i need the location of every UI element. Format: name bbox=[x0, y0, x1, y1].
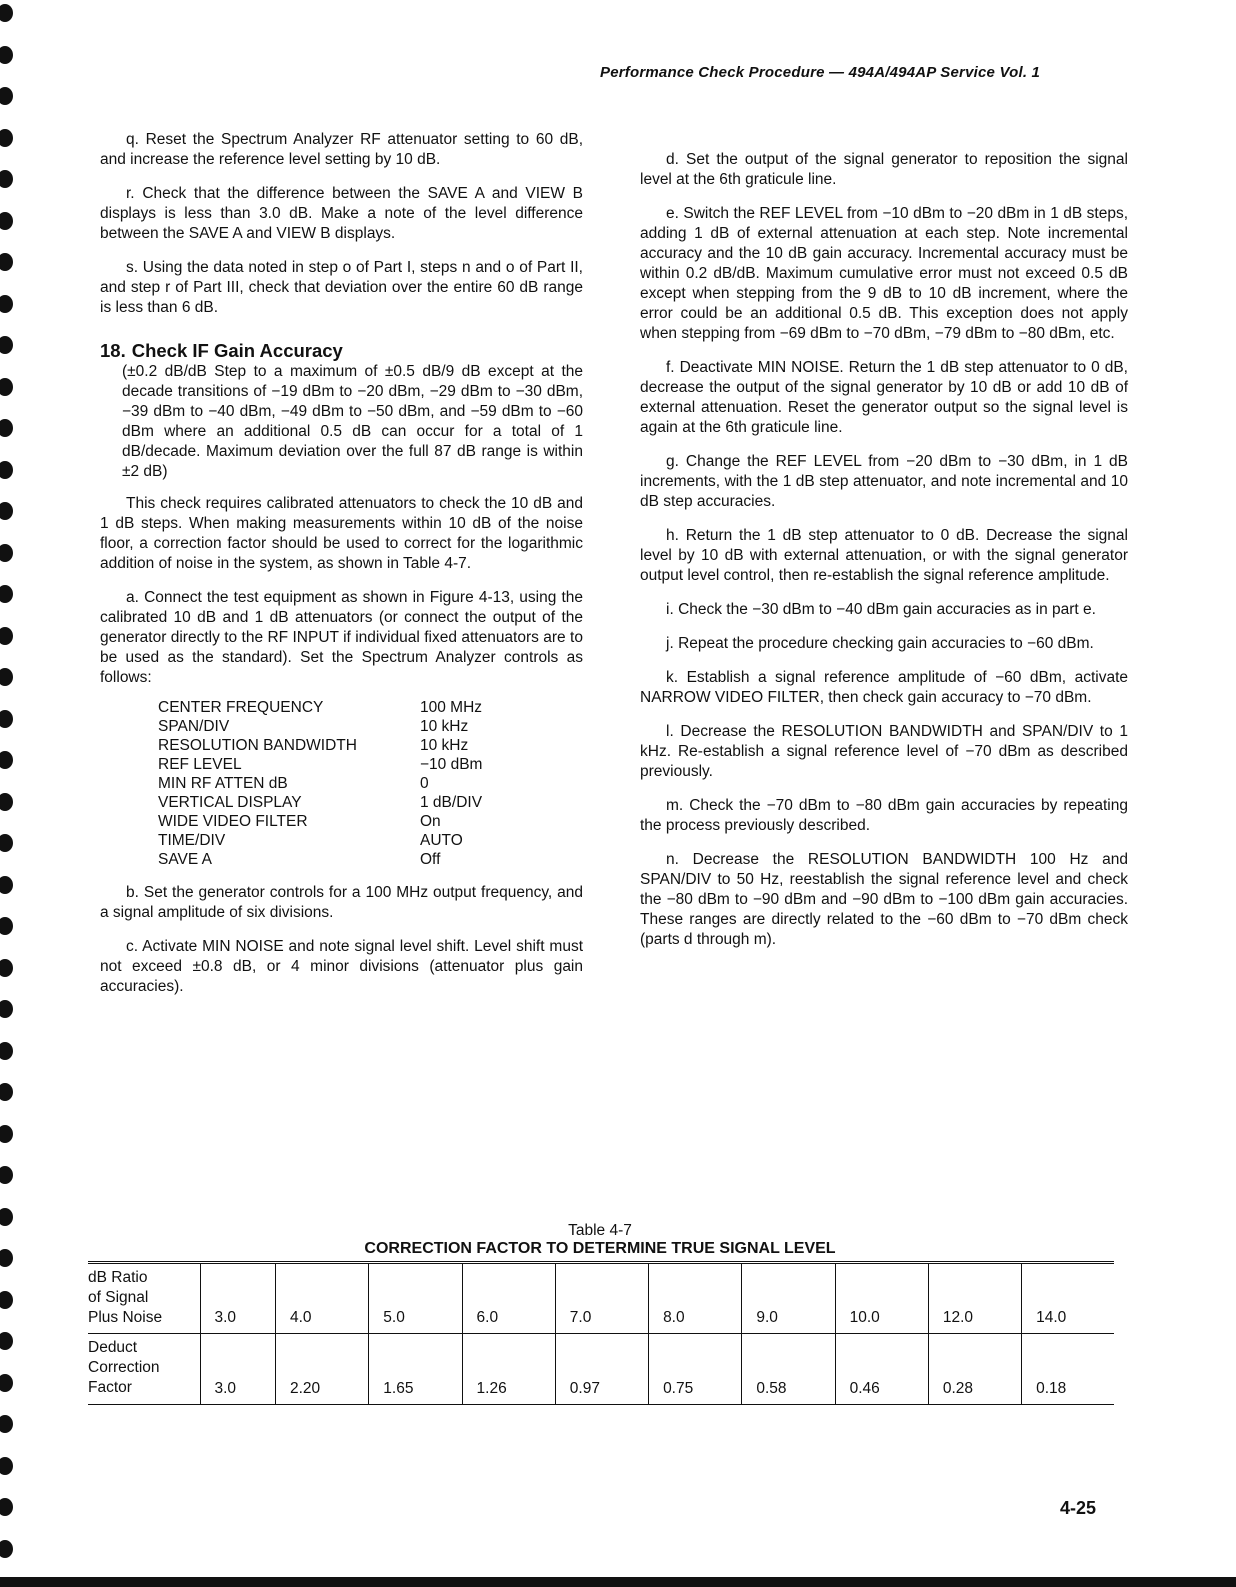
binder-hole bbox=[0, 1042, 13, 1060]
binder-hole bbox=[0, 917, 13, 935]
binder-hole bbox=[0, 1540, 13, 1558]
step-m-text: Check the −70 dBm to −80 dBm gain accuracies by repeating the process previously described. bbox=[640, 797, 1128, 834]
binder-hole bbox=[0, 461, 13, 479]
binder-hole bbox=[0, 253, 13, 271]
control-settings-list bbox=[158, 698, 518, 869]
binder-hole bbox=[0, 419, 13, 437]
step-k-text: Establish a signal reference amplitude of −60 dBm, activate NARROW VIDEO FILTER, then check gain accuracy to −70 dBm. bbox=[640, 669, 1128, 706]
setting-value: On bbox=[420, 813, 441, 830]
binder-hole bbox=[0, 295, 13, 313]
setting-value: 10 kHz bbox=[420, 737, 469, 754]
step-l-label: l. bbox=[666, 723, 674, 740]
section-number: 18. bbox=[100, 340, 126, 361]
table-cell: 0.75 bbox=[649, 1334, 742, 1405]
page-number: 4-25 bbox=[1060, 1498, 1097, 1518]
page-bottom-edge bbox=[0, 1577, 1236, 1587]
binder-hole bbox=[0, 1415, 13, 1433]
table-cell: 1.26 bbox=[462, 1334, 555, 1405]
table-cell: 8.0 bbox=[649, 1263, 742, 1334]
step-s bbox=[100, 258, 583, 318]
table-cell: 14.0 bbox=[1022, 1263, 1114, 1334]
step-l bbox=[640, 722, 1128, 782]
table-cell: 9.0 bbox=[742, 1263, 835, 1334]
step-r-text: Check that the difference between the SAVE A and VIEW B displays is less than 3.0 dB. Make a note of the level difference between the SAVE A and VIEW B displays. bbox=[100, 185, 584, 242]
binder-hole bbox=[0, 1374, 13, 1392]
binder-hole bbox=[0, 1291, 13, 1309]
binder-hole bbox=[0, 751, 13, 769]
step-b-text: Set the generator controls for a 100 MHz output frequency, and a signal amplitude of six divisions. bbox=[100, 884, 584, 921]
step-m-label: m. bbox=[666, 797, 684, 814]
setting-row bbox=[158, 812, 518, 831]
binder-hole bbox=[0, 959, 13, 977]
table-cell: 0.28 bbox=[928, 1334, 1021, 1405]
table-cell: 0.97 bbox=[555, 1334, 648, 1405]
step-q-text: Reset the Spectrum Analyzer RF attenuator setting to 60 dB, and increase the reference level setting by 10 dB. bbox=[100, 131, 583, 168]
table-row-ratio bbox=[88, 1263, 1114, 1334]
table-cell: 5.0 bbox=[369, 1263, 462, 1334]
step-j bbox=[640, 634, 1128, 654]
step-h-label: h. bbox=[666, 527, 679, 544]
setting-value: 0 bbox=[420, 775, 429, 792]
binder-hole bbox=[0, 627, 13, 645]
binder-hole bbox=[0, 1249, 13, 1267]
setting-name: SPAN/DIV bbox=[158, 718, 230, 735]
binder-hole bbox=[0, 1125, 13, 1143]
table-title: CORRECTION FACTOR TO DETERMINE TRUE SIGNAL LEVEL bbox=[364, 1240, 836, 1257]
step-c-label: c. bbox=[126, 938, 139, 955]
step-l-text: Decrease the RESOLUTION BANDWIDTH and SPAN/DIV to 1 kHz. Re-establish a signal reference level of −70 dBm as described previously. bbox=[640, 723, 1128, 780]
setting-value: −10 dBm bbox=[420, 756, 483, 773]
setting-row bbox=[158, 717, 518, 736]
step-k-label: k. bbox=[666, 669, 679, 686]
table-label: Table 4-7 bbox=[568, 1222, 632, 1239]
table-cell: 3.0 bbox=[200, 1334, 276, 1405]
table-cell: 6.0 bbox=[462, 1263, 555, 1334]
step-h bbox=[640, 526, 1128, 586]
step-d bbox=[640, 150, 1128, 190]
binder-hole bbox=[0, 129, 13, 147]
right-column bbox=[640, 150, 1128, 964]
step-g bbox=[640, 452, 1128, 512]
correction-factor-table bbox=[88, 1261, 1114, 1405]
step-i-text: Check the −30 dBm to −40 dBm gain accuracies as in part e. bbox=[678, 601, 1096, 618]
setting-value: 1 dB/DIV bbox=[420, 794, 483, 811]
binder-hole bbox=[0, 1166, 13, 1184]
setting-row bbox=[158, 736, 518, 755]
binder-hole bbox=[0, 1083, 13, 1101]
table-cell: 7.0 bbox=[555, 1263, 648, 1334]
setting-name: CENTER FREQUENCY bbox=[158, 699, 324, 716]
step-g-text: Change the REF LEVEL from −20 dBm to −30 dBm, in 1 dB increments, with the 1 dB step attenuator, and note incremental and 10 dB step accuracies. bbox=[640, 453, 1128, 510]
step-d-text: Set the output of the signal generator to reposition the signal level at the 6th graticule line. bbox=[640, 151, 1128, 188]
binder-hole bbox=[0, 834, 13, 852]
binder-hole bbox=[0, 876, 13, 894]
binder-hole bbox=[0, 1332, 13, 1350]
step-j-label: j. bbox=[666, 635, 674, 652]
step-a-label: a. bbox=[126, 589, 139, 606]
table-cell: 0.18 bbox=[1022, 1334, 1114, 1405]
setting-name: WIDE VIDEO FILTER bbox=[158, 813, 308, 830]
binder-holes bbox=[0, 0, 14, 1587]
binder-hole bbox=[0, 4, 13, 22]
step-q bbox=[100, 130, 583, 170]
step-d-label: d. bbox=[666, 151, 679, 168]
binder-hole bbox=[0, 710, 13, 728]
step-q-label: q. bbox=[126, 131, 139, 148]
binder-hole bbox=[0, 336, 13, 354]
step-i-label: i. bbox=[666, 601, 674, 618]
step-b bbox=[100, 883, 583, 923]
step-e bbox=[640, 204, 1128, 344]
setting-value: AUTO bbox=[420, 832, 463, 849]
table-cell: 10.0 bbox=[835, 1263, 928, 1334]
binder-hole bbox=[0, 87, 13, 105]
step-n bbox=[640, 850, 1128, 950]
step-r-label: r. bbox=[126, 185, 135, 202]
step-f bbox=[640, 358, 1128, 438]
table-cell: 3.0 bbox=[200, 1263, 276, 1334]
table-row-correction bbox=[88, 1334, 1114, 1405]
row-header-ratio-line: of Signal bbox=[88, 1289, 149, 1306]
setting-row bbox=[158, 755, 518, 774]
running-header: Performance Check Procedure — 494A/494AP Service Vol. 1 bbox=[600, 64, 1041, 81]
step-i bbox=[640, 600, 1128, 620]
row-header-ratio-line: Plus Noise bbox=[88, 1309, 163, 1326]
binder-hole bbox=[0, 1208, 13, 1226]
section-title: Check IF Gain Accuracy bbox=[131, 340, 343, 361]
table-cell: 4.0 bbox=[276, 1263, 369, 1334]
step-j-text: Repeat the procedure checking gain accuracies to −60 dBm. bbox=[678, 635, 1094, 652]
step-g-label: g. bbox=[666, 453, 679, 470]
step-n-label: n. bbox=[666, 851, 679, 868]
step-f-text: Deactivate MIN NOISE. Return the 1 dB step attenuator to 0 dB, decrease the output of the signal generator by 10 dB or add 10 dB of external attenuation. Reset the generator output so the signal level is again at the 6th graticule line. bbox=[640, 359, 1128, 436]
table-cell: 0.58 bbox=[742, 1334, 835, 1405]
binder-hole bbox=[0, 502, 13, 520]
binder-hole bbox=[0, 378, 13, 396]
step-a-text: Connect the test equipment as shown in Figure 4-13, using the calibrated 10 dB and 1 dB attenuators (or connect the output of the generator directly to the RF INPUT if individual fixed attenuators are to be used as the standard). Set the Spectrum Analyzer controls as follows: bbox=[100, 589, 583, 686]
setting-value: Off bbox=[420, 851, 441, 868]
step-m bbox=[640, 796, 1128, 836]
setting-row bbox=[158, 850, 518, 869]
setting-value: 10 kHz bbox=[420, 718, 469, 735]
setting-row bbox=[158, 774, 518, 793]
left-steps-top bbox=[100, 130, 583, 318]
binder-hole bbox=[0, 793, 13, 811]
step-s-text: Using the data noted in step o of Part I, steps n and o of Part II, and step r of Part III, check that deviation over the entire 60 dB range is less than 6 dB. bbox=[100, 259, 583, 316]
step-s-label: s. bbox=[126, 259, 139, 276]
step-r bbox=[100, 184, 583, 244]
binder-hole bbox=[0, 1498, 13, 1516]
binder-hole bbox=[0, 544, 13, 562]
binder-hole bbox=[0, 585, 13, 603]
setting-name: VERTICAL DISPLAY bbox=[158, 794, 302, 811]
step-e-label: e. bbox=[666, 205, 679, 222]
step-n-text: Decrease the RESOLUTION BANDWIDTH 100 Hz and SPAN/DIV to 50 Hz, reestablish the signal reference level and check the −80 dBm to −90 dBm and −90 dBm to −100 dBm gain accuracies. These ranges are directly related to the −60 dBm to −70 dBm check (parts d through m). bbox=[640, 851, 1128, 948]
setting-name: RESOLUTION BANDWIDTH bbox=[158, 737, 357, 754]
table-cell: 12.0 bbox=[928, 1263, 1021, 1334]
section-heading bbox=[100, 340, 583, 362]
setting-name: TIME/DIV bbox=[158, 832, 226, 849]
step-h-text: Return the 1 dB step attenuator to 0 dB. Decrease the signal level by 10 dB with external attenuation, or with the signal generator output level control, then re-establish the signal reference amplitude. bbox=[640, 527, 1128, 584]
binder-hole bbox=[0, 1000, 13, 1018]
step-f-label: f. bbox=[666, 359, 675, 376]
step-a bbox=[100, 588, 583, 688]
section-intro: This check requires calibrated attenuators to check the 10 dB and 1 dB steps. When making measurements within 10 dB of the noise floor, a correction factor should be used to correct for the logarithmic addition of noise in the system, as shown in Table 4-7. bbox=[100, 495, 583, 572]
table-cell: 2.20 bbox=[276, 1334, 369, 1405]
binder-hole bbox=[0, 46, 13, 64]
setting-row bbox=[158, 793, 518, 812]
table-cell: 1.65 bbox=[369, 1334, 462, 1405]
setting-name: REF LEVEL bbox=[158, 756, 242, 773]
section-spec: (±0.2 dB/dB Step to a maximum of ±0.5 dB/9 dB except at the decade transitions of −19 dBm to −20 dBm, −29 dBm to −30 dBm, −39 dBm to −40 dBm, −49 dBm to −50 dBm, and −59 dBm to −60 dBm where an additional 0.5 dB can occur for a total of 1 dB/decade. Maximum deviation over the full 87 dB range is within ±2 dB) bbox=[122, 363, 583, 480]
binder-hole bbox=[0, 668, 13, 686]
step-c bbox=[100, 937, 583, 997]
binder-hole bbox=[0, 170, 13, 188]
step-e-text: Switch the REF LEVEL from −10 dBm to −20 dBm in 1 dB steps, adding 1 dB of external attenuation at each step. Note incremental accuracy and the 10 dB gain accuracy. Incremental accuracy must be within 0.2 dB/dB. Maximum cumulative error must not exceed 0.5 dB except when stepping from the 9 dB to 10 dB increment, where the error could be an additional 0.5 dB. This exception does not apply when stepping from −69 dBm to −70 dBm, −79 dBm to −80 dBm, etc. bbox=[640, 205, 1128, 342]
left-steps-bottom bbox=[100, 883, 583, 997]
row-header-correction bbox=[88, 1334, 200, 1405]
setting-row bbox=[158, 831, 518, 850]
table-cell: 0.46 bbox=[835, 1334, 928, 1405]
step-c-text: Activate MIN NOISE and note signal level shift. Level shift must not exceed ±0.8 dB, or 4 minor divisions (attenuator plus gain accuracies). bbox=[100, 938, 583, 995]
row-header-correction-line: Deduct bbox=[88, 1339, 138, 1356]
row-header-correction-line: Factor bbox=[88, 1379, 132, 1396]
row-header-ratio-line: dB Ratio bbox=[88, 1269, 148, 1286]
binder-hole bbox=[0, 1457, 13, 1475]
row-header-correction-line: Correction bbox=[88, 1359, 160, 1376]
setting-row bbox=[158, 698, 518, 717]
setting-name: MIN RF ATTEN dB bbox=[158, 775, 288, 792]
setting-value: 100 MHz bbox=[420, 699, 483, 716]
left-column bbox=[100, 130, 583, 1011]
row-header-ratio bbox=[88, 1263, 200, 1334]
step-k bbox=[640, 668, 1128, 708]
table-caption bbox=[90, 1222, 1110, 1258]
setting-name: SAVE A bbox=[158, 851, 212, 868]
binder-hole bbox=[0, 212, 13, 230]
step-b-label: b. bbox=[126, 884, 139, 901]
